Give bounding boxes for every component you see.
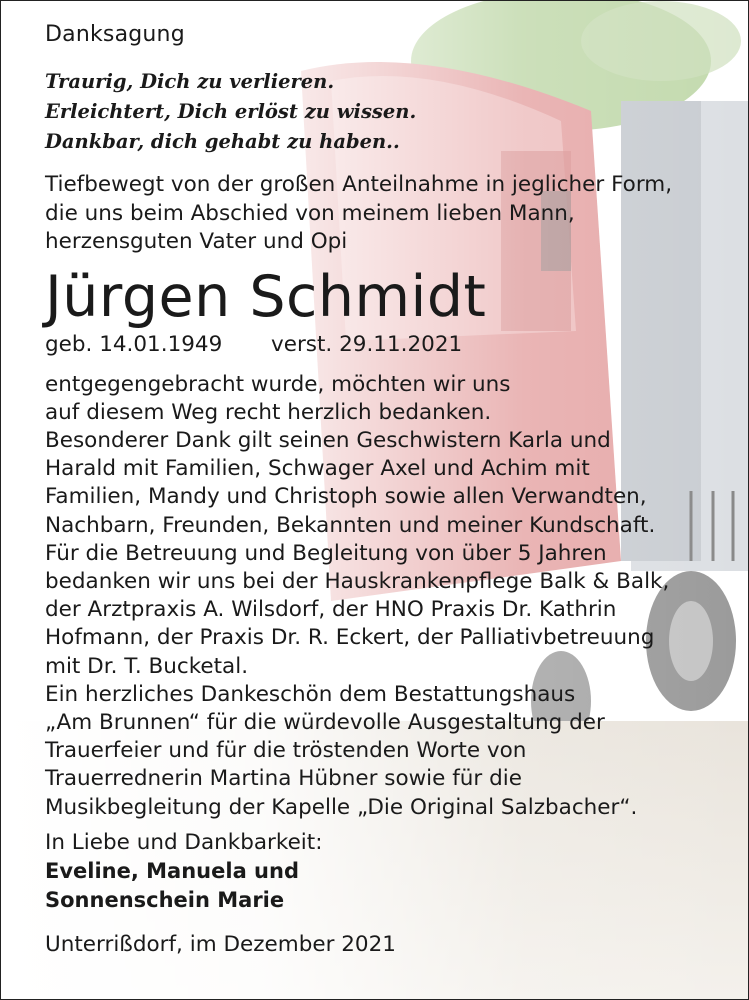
intro-line: Tiefbewegt von der großen Anteilnahme in jeglicher Form, [45,172,673,197]
death-date: verst. 29.11.2021 [271,331,463,357]
life-dates [45,331,738,359]
body-line: Musikbegleitung der Kapelle „Die Original Salzbacher“. [45,794,638,820]
family-line: Eveline, Manuela und [45,858,299,883]
body-line: Trauerfeier und für die tröstenden Worte von [45,738,527,764]
deceased-name: Jürgen Schmidt [45,263,487,330]
body-line: Für die Betreuung und Begleitung von über 5 Jahren [45,540,607,566]
body-line: Familien, Mandy und Christoph sowie allen Verwandten, [45,484,647,510]
family-line: Sonnenschein Marie [45,887,285,912]
body-line: bedanken wir uns bei der Hauskrankenpflege Balk & Balk, [45,568,670,594]
signoff: In Liebe und Dankbarkeit: [45,829,323,855]
text-content [45,21,738,959]
motto-verse [45,67,738,157]
thanks-body [45,371,738,822]
intro-line: herzensguten Vater und Opi [45,229,348,254]
body-line: entgegengebracht wurde, möchten wir uns [45,371,511,397]
body-line: Harald mit Familien, Schwager Axel und Achim mit [45,456,590,482]
body-line: Ein herzliches Dankeschön dem Bestattungshaus [45,681,576,707]
body-line: Hofmann, der Praxis Dr. R. Eckert, der Palliativbetreuung [45,625,655,651]
heading: Danksagung [45,22,185,47]
intro-text [45,171,738,257]
body-line: Besonderer Dank gilt seinen Geschwistern Karla und [45,427,611,453]
body-line: der Arztpraxis A. Wilsdorf, der HNO Praxis Dr. Kathrin [45,597,617,623]
motto-line: Traurig, Dich zu verlieren. [45,70,335,93]
place-date: Unterrißdorf, im Dezember 2021 [45,931,396,957]
body-line: Trauerrednerin Martina Hübner sowie für die [45,766,522,792]
intro-line: die uns beim Abschied von meinem lieben Mann, [45,200,575,226]
body-line: Nachbarn, Freunden, Bekannten und meiner Kundschaft. [45,512,656,538]
motto-line: Dankbar, dich gehabt zu haben.. [45,130,400,153]
family-names [45,857,738,915]
body-line: auf diesem Weg recht herzlich bedanken. [45,399,492,425]
birth-date: geb. 14.01.1949 [45,331,223,357]
body-line: mit Dr. T. Bucketal. [45,653,249,679]
motto-line: Erleichtert, Dich erlöst zu wissen. [45,100,417,123]
body-line: „Am Brunnen“ für die würdevolle Ausgestaltung der [45,709,605,735]
